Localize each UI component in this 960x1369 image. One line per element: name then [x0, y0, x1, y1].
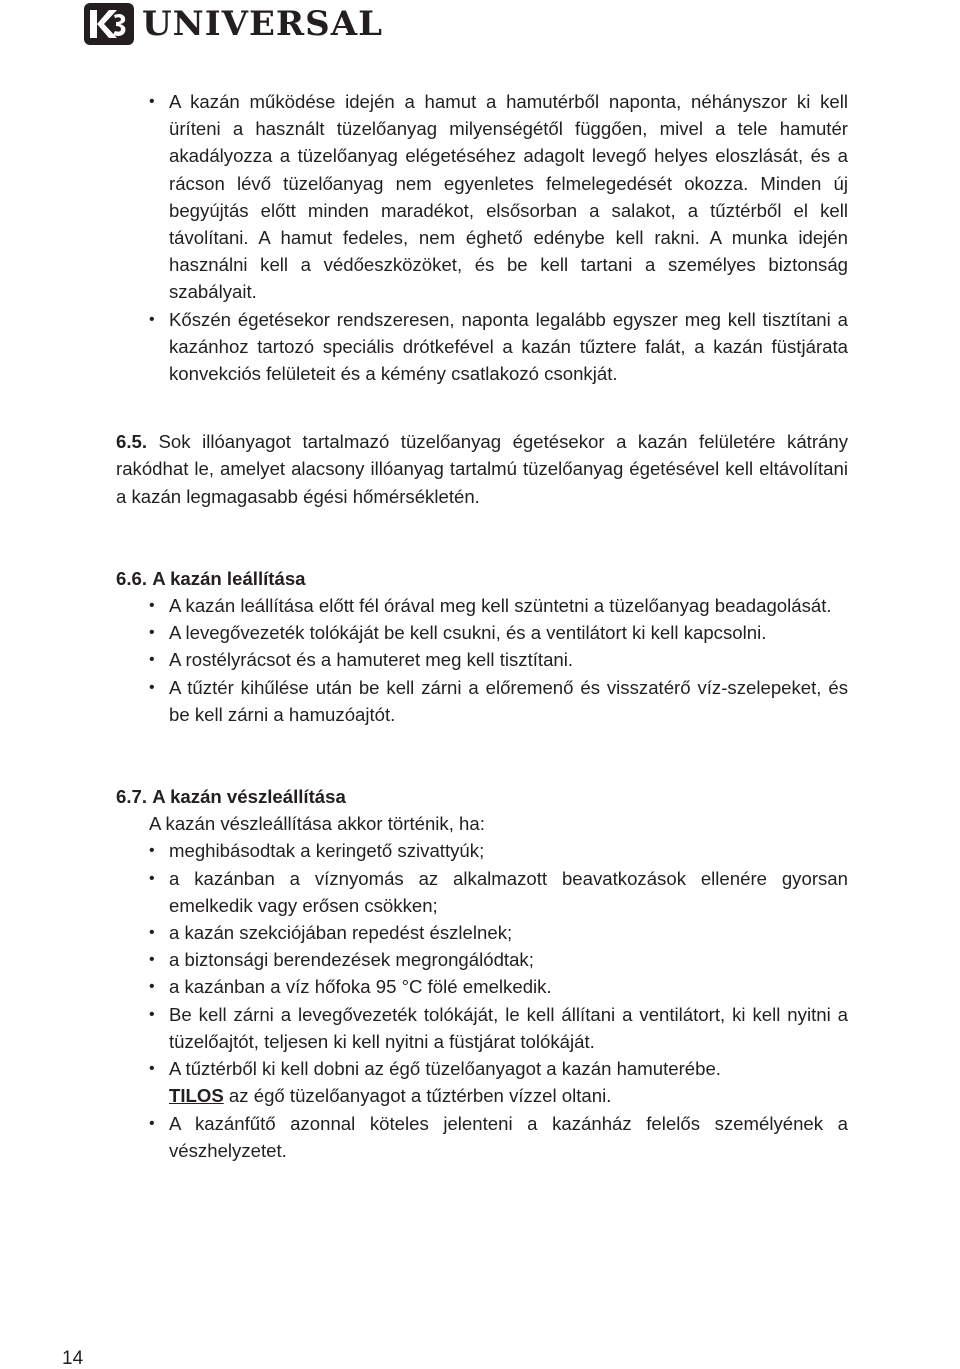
- list-item: • A kazán működése idején a hamut a hamutérből naponta, néhányszor ki kell üríteni a használt tüzelőanyag milyenségétől függően, mivel a tele hamutér akadályozza a tüzelőanyag elégetéséhez adagolt levegő helyes eloszlását, és a rácson lévő tüzelőanyag nem egyenletes felmelegedését okozza. Minden új begyújtás előtt minden maradékot, elsősorban a salakot, a tűztérből el kell távolítani. A hamut fedeles, nem éghető edénybe kell rakni. A munka idején használni kell a védőeszközöket, és be kell tartani a személyes biztonság szabályait.: [116, 88, 848, 306]
- list-item: • a kazánban a víz hőfoka 95 °C fölé emelkedik.: [116, 973, 848, 1000]
- list-item: • a biztonsági berendezések megrongálódtak;: [116, 946, 848, 973]
- section-intro: A kazán vészleállítása akkor történik, ha:: [149, 813, 485, 835]
- list-item-fire: [116, 1055, 848, 1109]
- section-heading: [116, 783, 848, 810]
- section-6-6: [116, 565, 848, 728]
- list-item: • a kazánban a víznyomás az alkalmazott beavatkozások ellenére gyorsan emelkedik vagy erősen csökken;: [116, 865, 848, 919]
- list-item: • Kőszén égetésekor rendszeresen, naponta legalább egyszer meg kell tisztítani a kazánhoz tartozó speciális drótkefével a kazán tűztere falát, a kazán füstjárata konvekciós felületeit és a kémény csatlakozó csonkját.: [116, 306, 848, 388]
- page-header: [84, 2, 383, 46]
- list-item: • A tűztér kihűlése után be kell zárni a előremenő és visszatérő víz-szelepeket, és be kell zárni a hamuzóajtót.: [116, 674, 848, 728]
- page-number: 14: [62, 1348, 84, 1369]
- list-item: • A kazán leállítása előtt fél órával meg kell szüntetni a tüzelőanyag beadagolását.: [116, 592, 848, 619]
- document-body: [116, 88, 848, 1164]
- section-title: A kazán leállítása: [152, 567, 306, 589]
- list-item: • A rostélyrácsot és a hamuteret meg kell tisztítani.: [116, 646, 848, 673]
- k3-logo-icon: [84, 3, 134, 45]
- list-item: • A levegővezeték tolókáját be kell csukni, és a ventilátort ki kell kapcsolni.: [116, 619, 848, 646]
- section-6-5: [116, 428, 848, 510]
- bullet-list: [116, 592, 848, 728]
- section-number: 6.5.: [116, 431, 148, 453]
- section-title: A kazán vészleállítása: [152, 786, 346, 808]
- intro-bullet-list: [116, 88, 848, 387]
- section-6-7: [116, 783, 848, 1164]
- list-item: • Be kell zárni a levegővezeték tolókáját, le kell állítani a ventilátort, ki kell nyitni a tüzelőajtót, teljesen ki kell nyitni a füstjárat tolókáját.: [116, 1001, 848, 1055]
- fire-text-before: A tűztérből ki kell dobni az égő tüzelőanyagot a kazán hamuterébe.: [169, 1058, 721, 1080]
- brand-name: UNIVERSAL: [142, 4, 384, 44]
- bullet-list: [116, 837, 848, 1163]
- tilos-warning: TILOS: [169, 1085, 224, 1107]
- section-text: Sok illóanyagot tartalmazó tüzelőanyag égetésekor a kazán felületére kátrány rakódhat le, amelyet alacsony illóanyag tartalmú tüzelőanyag égetésével kell eltávolítani a kazán legmagasabb égési hőmérsékletén.: [116, 431, 848, 507]
- section-heading: [116, 565, 848, 592]
- section-number: 6.7.: [116, 786, 148, 808]
- section-number: 6.6.: [116, 567, 148, 589]
- list-item: • a kazán szekciójában repedést észlelnek;: [116, 919, 848, 946]
- list-item: • A kazánfűtő azonnal köteles jelenteni a kazánház felelős személyének a vészhelyzetet.: [116, 1110, 848, 1164]
- fire-text-after: az égő tüzelőanyagot a tűztérben vízzel oltani.: [228, 1085, 612, 1107]
- list-item: • meghibásodtak a keringető szivattyúk;: [116, 837, 848, 864]
